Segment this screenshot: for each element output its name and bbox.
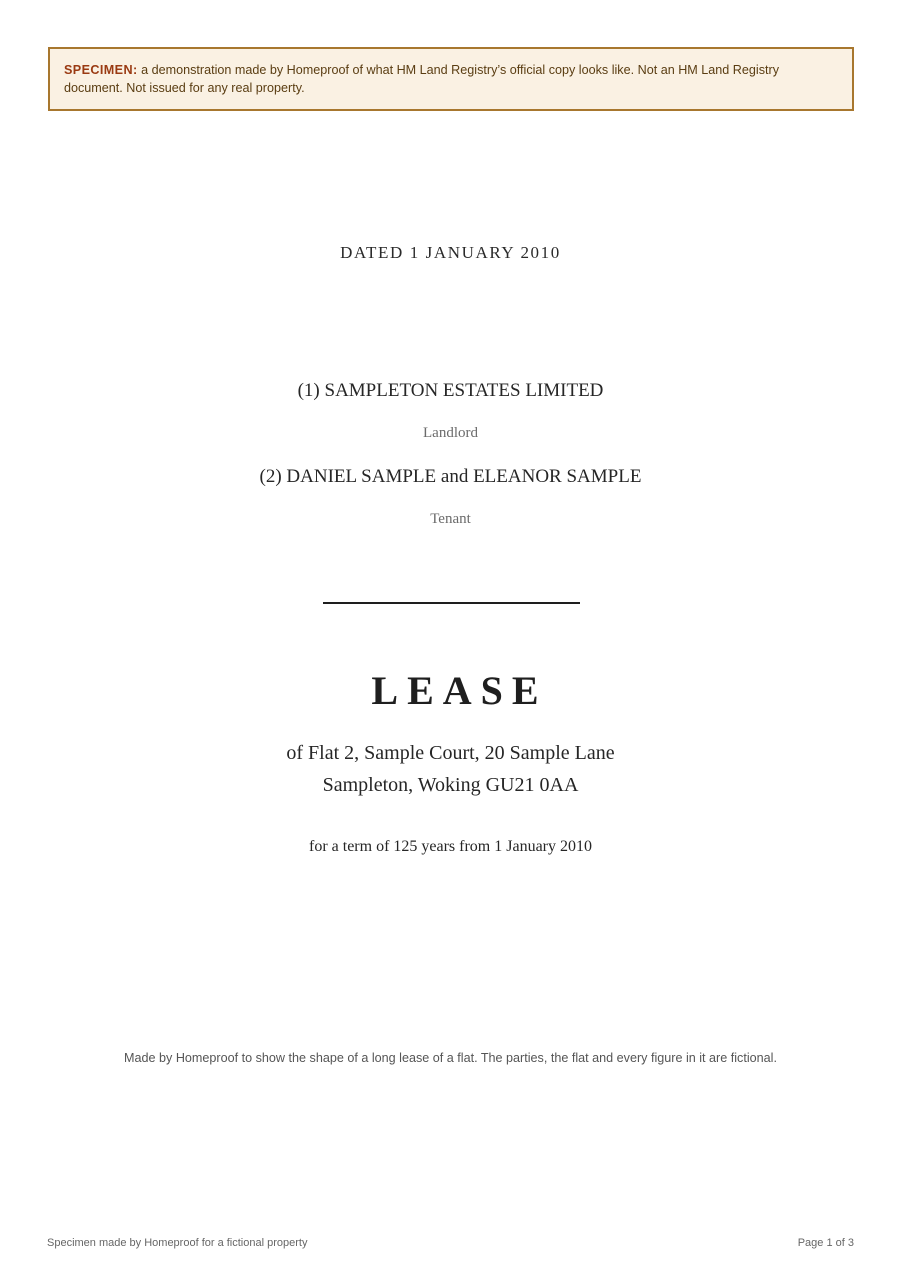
specimen-text: a demonstration made by Homeproof of what HM Land Registry’s official copy looks like. Not an HM Land Registry document. Not issued for any real property. [64,63,779,95]
property-address-line-1: of Flat 2, Sample Court, 20 Sample Lane [286,742,615,764]
specimen-banner [48,47,854,111]
footer-specimen-text: Specimen made by Homeproof for a fictional property [47,1237,308,1249]
party-landlord-name: (1) SAMPLETON ESTATES LIMITED [297,380,604,401]
specimen-label: SPECIMEN: [64,63,138,77]
dated-line: DATED 1 JANUARY 2010 [340,243,561,262]
party-tenant-role: Tenant [430,511,471,527]
lease-term: for a term of 125 years from 1 January 2010 [308,838,593,855]
party-landlord-role: Landlord [423,425,478,441]
fictional-note: Made by Homeproof to show the shape of a long lease of a flat. The parties, the flat and every figure in it are fictional. [124,1051,777,1065]
document-title: LEASE [371,668,548,713]
divider-rule [323,602,580,604]
page-number: Page 1 of 3 [797,1237,854,1249]
property-address-line-2: Sampleton, Woking GU21 0AA [322,774,579,796]
party-tenant-name: (2) DANIEL SAMPLE and ELEANOR SAMPLE [259,466,642,487]
